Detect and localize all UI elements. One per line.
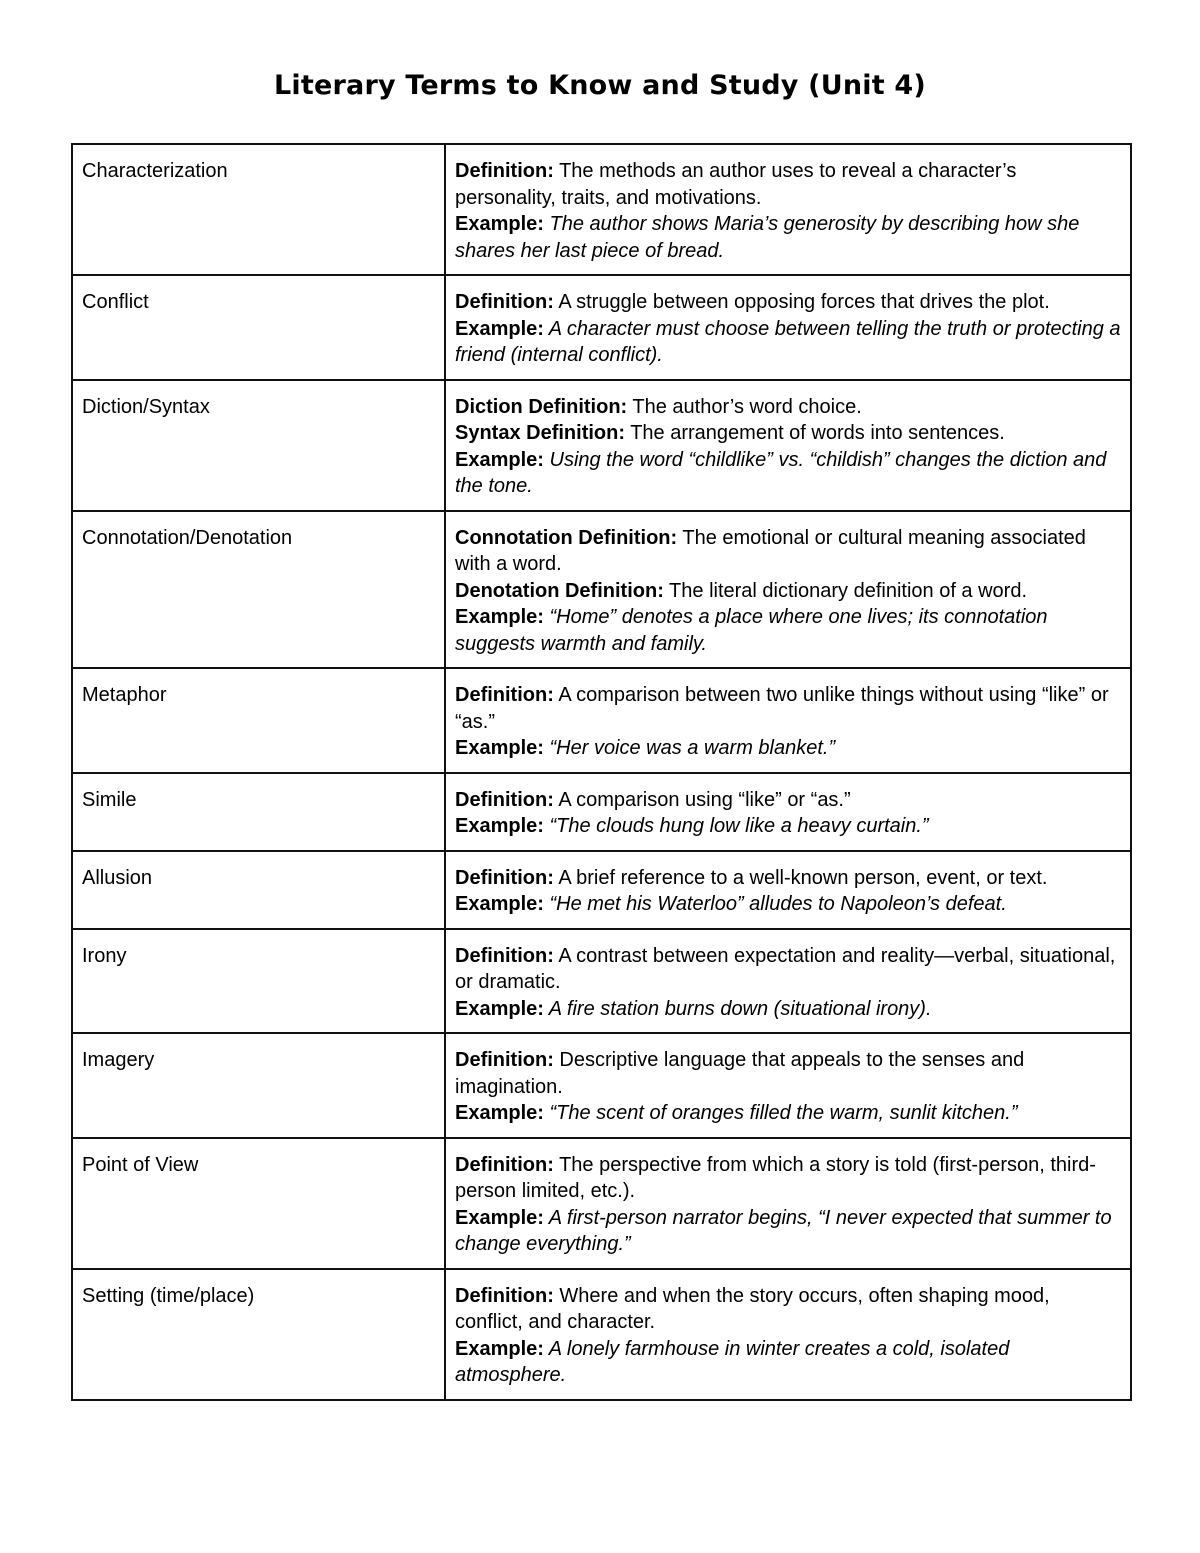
table-row bbox=[72, 1269, 1131, 1400]
example-line bbox=[455, 447, 1121, 500]
table-row bbox=[72, 144, 1131, 275]
term-cell: Point of View bbox=[72, 1138, 445, 1269]
definition-line bbox=[455, 525, 1121, 578]
term-cell: Diction/Syntax bbox=[72, 380, 445, 511]
definition-cell bbox=[445, 1269, 1131, 1400]
line-label: Definition: bbox=[455, 944, 554, 967]
line-label: Definition: bbox=[455, 1153, 554, 1176]
line-label: Example: bbox=[455, 893, 544, 915]
table-row bbox=[72, 773, 1131, 851]
line-label: Example: bbox=[455, 1337, 544, 1360]
definition-line bbox=[455, 420, 1121, 447]
definition-line bbox=[455, 787, 1121, 814]
example-text: Using the word “childlike” vs. “childish” changes the diction and the tone. bbox=[455, 448, 1107, 497]
table-row bbox=[72, 275, 1131, 380]
line-label: Definition: bbox=[455, 788, 554, 811]
terms-table-body bbox=[72, 144, 1131, 1400]
example-text: “The scent of oranges filled the warm, sunlit kitchen.” bbox=[543, 1102, 1018, 1124]
example-line bbox=[455, 735, 1121, 762]
term-cell: Simile bbox=[72, 773, 445, 851]
line-label: Definition: bbox=[455, 291, 554, 313]
line-label: Example: bbox=[455, 448, 544, 471]
example-text: A character must choose between telling the truth or protecting a friend (internal conflict). bbox=[455, 317, 1121, 366]
definition-cell bbox=[445, 851, 1131, 929]
line-label: Definition: bbox=[455, 160, 554, 182]
line-label: Definition: bbox=[455, 1049, 554, 1071]
definition-text: Where and when the story occurs, often shaping mood, conflict, and character. bbox=[455, 1284, 1050, 1333]
definition-cell bbox=[445, 511, 1131, 669]
definition-text: The perspective from which a story is told (first-person, third-person limited, etc.). bbox=[455, 1153, 1096, 1202]
definition-line bbox=[455, 865, 1121, 892]
definition-cell bbox=[445, 380, 1131, 511]
line-label: Connotation Definition: bbox=[455, 526, 678, 549]
definition-cell bbox=[445, 668, 1131, 773]
example-line bbox=[455, 1100, 1121, 1127]
example-text: A fire station burns down (situational irony). bbox=[543, 997, 932, 1020]
table-row bbox=[72, 1033, 1131, 1138]
line-label: Example: bbox=[455, 213, 544, 235]
definition-cell bbox=[445, 275, 1131, 380]
term-cell: Irony bbox=[72, 929, 445, 1034]
definition-text: A brief reference to a well-known person, event, or text. bbox=[553, 866, 1048, 889]
definition-cell bbox=[445, 773, 1131, 851]
definition-line bbox=[455, 289, 1121, 316]
table-row bbox=[72, 668, 1131, 773]
term-cell: Characterization bbox=[72, 144, 445, 275]
table-row bbox=[72, 851, 1131, 929]
definition-cell bbox=[445, 1033, 1131, 1138]
definition-text: The arrangement of words into sentences. bbox=[625, 422, 1005, 444]
line-label: Example: bbox=[455, 1206, 544, 1229]
term-cell: Metaphor bbox=[72, 668, 445, 773]
definition-line bbox=[455, 943, 1121, 996]
definition-text: The author’s word choice. bbox=[627, 395, 862, 418]
example-line bbox=[455, 891, 1121, 918]
definition-line bbox=[455, 1152, 1121, 1205]
example-text: A lonely farmhouse in winter creates a cold, isolated atmosphere. bbox=[455, 1337, 1010, 1386]
example-line bbox=[455, 211, 1121, 264]
term-cell: Setting (time/place) bbox=[72, 1269, 445, 1400]
table-row bbox=[72, 1138, 1131, 1269]
definition-line bbox=[455, 682, 1121, 735]
terms-table bbox=[71, 143, 1132, 1401]
definition-text: A contrast between expectation and reality—verbal, situational, or dramatic. bbox=[455, 944, 1116, 993]
example-line bbox=[455, 1205, 1121, 1258]
term-cell: Connotation/Denotation bbox=[72, 511, 445, 669]
example-line bbox=[455, 996, 1121, 1023]
line-label: Example: bbox=[455, 997, 544, 1020]
definition-line bbox=[455, 578, 1121, 605]
term-cell: Allusion bbox=[72, 851, 445, 929]
term-cell: Imagery bbox=[72, 1033, 445, 1138]
line-label: Diction Definition: bbox=[455, 395, 628, 418]
definition-cell bbox=[445, 929, 1131, 1034]
line-label: Definition: bbox=[455, 866, 554, 889]
definition-text: A struggle between opposing forces that drives the plot. bbox=[553, 291, 1050, 313]
page-title: Literary Terms to Know and Study (Unit 4) bbox=[274, 70, 926, 101]
example-text: “Home” denotes a place where one lives; its connotation suggests warmth and family. bbox=[455, 606, 1048, 655]
example-text: The author shows Maria’s generosity by describing how she shares her last piece of bread. bbox=[455, 213, 1080, 262]
definition-text: Descriptive language that appeals to the senses and imagination. bbox=[455, 1049, 1025, 1098]
definition-text: A comparison between two unlike things without using “like” or “as.” bbox=[455, 684, 1109, 733]
definition-text: A comparison using “like” or “as.” bbox=[553, 788, 851, 811]
definition-line bbox=[455, 394, 1121, 421]
table-row bbox=[72, 929, 1131, 1034]
table-row bbox=[72, 511, 1131, 669]
definition-cell bbox=[445, 1138, 1131, 1269]
example-text: “He met his Waterloo” alludes to Napoleon’s defeat. bbox=[543, 893, 1007, 915]
table-row bbox=[72, 380, 1131, 511]
example-line bbox=[455, 604, 1121, 657]
definition-text: The methods an author uses to reveal a character’s personality, traits, and motivations. bbox=[455, 160, 1017, 209]
line-label: Example: bbox=[455, 1102, 544, 1124]
example-text: “The clouds hung low like a heavy curtain.” bbox=[543, 815, 929, 837]
definition-line bbox=[455, 1047, 1121, 1100]
line-label: Definition: bbox=[455, 684, 554, 706]
example-line bbox=[455, 813, 1121, 840]
definition-line bbox=[455, 1283, 1121, 1336]
line-label: Definition: bbox=[455, 1284, 554, 1307]
term-cell: Conflict bbox=[72, 275, 445, 380]
definition-cell bbox=[445, 144, 1131, 275]
example-text: A first-person narrator begins, “I never expected that summer to change everything.” bbox=[455, 1206, 1112, 1255]
example-line bbox=[455, 1336, 1121, 1389]
example-text: “Her voice was a warm blanket.” bbox=[543, 737, 836, 759]
definition-line bbox=[455, 158, 1121, 211]
example-line bbox=[455, 316, 1121, 369]
definition-text: The emotional or cultural meaning associated with a word. bbox=[455, 526, 1086, 575]
line-label: Example: bbox=[455, 317, 544, 340]
definition-text: The literal dictionary definition of a word. bbox=[663, 579, 1028, 602]
line-label: Denotation Definition: bbox=[455, 579, 664, 602]
line-label: Syntax Definition: bbox=[455, 422, 626, 444]
line-label: Example: bbox=[455, 606, 544, 628]
line-label: Example: bbox=[455, 815, 544, 837]
line-label: Example: bbox=[455, 737, 544, 759]
